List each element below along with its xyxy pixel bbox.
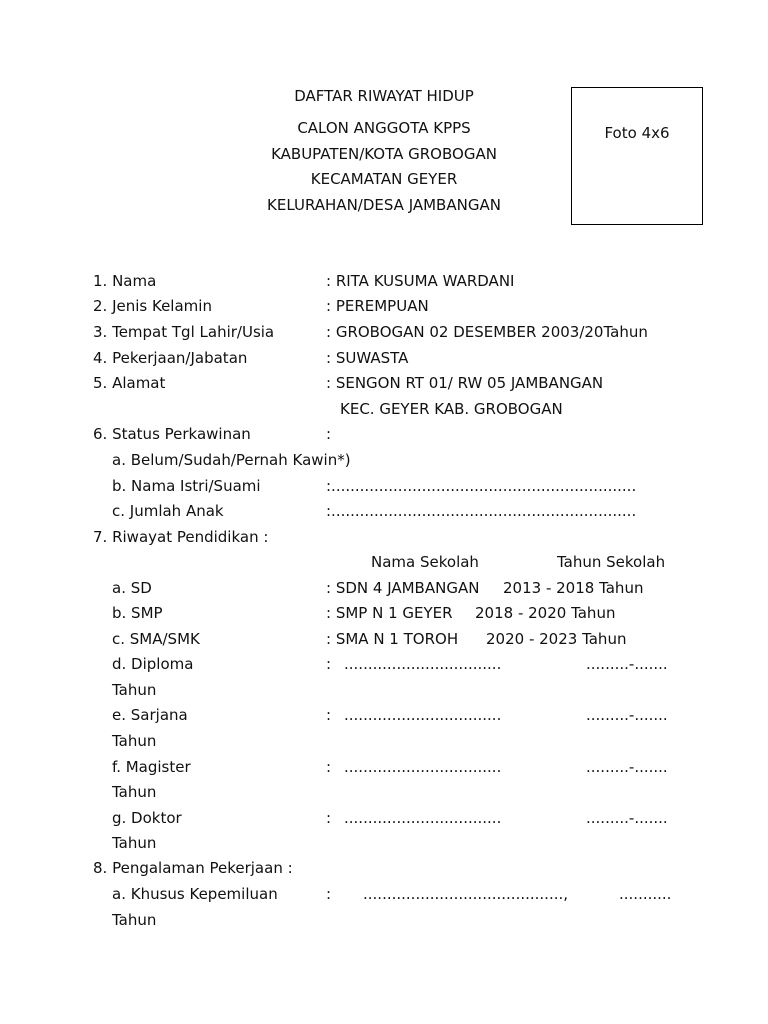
photo-label: Foto 4x6 — [604, 124, 670, 142]
header-line-3: KECAMATAN GEYER — [310, 170, 458, 188]
pendidikan-doktor-school: ................................. — [344, 809, 502, 827]
header-line-2: KABUPATEN/KOTA GROBOGAN — [271, 145, 497, 163]
pendidikan-sarjana-tail: Tahun — [112, 732, 157, 750]
pendidikan-smp-year: 2018 - 2020 Tahun — [475, 604, 616, 622]
pendidikan-sma-label: c. SMA/SMK — [112, 630, 200, 648]
pengalaman-khusus-colon: : — [326, 885, 332, 903]
pengalaman-khusus-tail: Tahun — [112, 911, 157, 929]
pendidikan-doktor-label: g. Doktor — [112, 809, 182, 827]
status-value-c: :................................................................ — [326, 502, 637, 520]
field-label-status: 6. Status Perkawinan — [93, 425, 251, 443]
pendidikan-magister-colon: : — [326, 758, 332, 776]
field-value-alamat-2: KEC. GEYER KAB. GROBOGAN — [340, 400, 563, 418]
field-label-jenis-kelamin: 2. Jenis Kelamin — [93, 297, 212, 315]
pendidikan-magister-year: .........-....... — [586, 758, 668, 776]
pendidikan-sma-year: 2020 - 2023 Tahun — [486, 630, 627, 648]
pendidikan-diploma-year: .........-....... — [586, 655, 668, 673]
field-value-nama: : RITA KUSUMA WARDANI — [326, 272, 515, 290]
pendidikan-doktor-year: .........-....... — [586, 809, 668, 827]
field-colon-status: : — [326, 425, 332, 443]
pendidikan-smp-school: : SMP N 1 GEYER — [326, 604, 453, 622]
pendidikan-diploma-tail: Tahun — [112, 681, 157, 699]
header-line-4: KELURAHAN/DESA JAMBANGAN — [267, 196, 501, 214]
pendidikan-sma-school: : SMA N 1 TOROH — [326, 630, 459, 648]
field-label-ttl: 3. Tempat Tgl Lahir/Usia — [93, 323, 275, 341]
pendidikan-magister-tail: Tahun — [112, 783, 157, 801]
pengalaman-khusus-year: ........... — [619, 885, 672, 903]
pendidikan-sarjana-school: ................................. — [344, 706, 502, 724]
pendidikan-smp-label: b. SMP — [112, 604, 163, 622]
pendidikan-sarjana-label: e. Sarjana — [112, 706, 188, 724]
pendidikan-col-school: Nama Sekolah — [371, 553, 479, 571]
field-label-nama: 1. Nama — [93, 272, 157, 290]
pendidikan-diploma-label: d. Diploma — [112, 655, 194, 673]
field-value-pekerjaan: : SUWASTA — [326, 349, 409, 367]
pendidikan-col-year: Tahun Sekolah — [557, 553, 666, 571]
pendidikan-magister-school: ................................. — [344, 758, 502, 776]
pendidikan-sd-school: : SDN 4 JAMBANGAN — [326, 579, 480, 597]
pendidikan-sd-label: a. SD — [112, 579, 152, 597]
pengalaman-khusus-label: a. Khusus Kepemiluan — [112, 885, 278, 903]
field-value-jenis-kelamin: : PEREMPUAN — [326, 297, 429, 315]
status-label-b: b. Nama Istri/Suami — [112, 477, 261, 495]
pendidikan-diploma-school: ................................. — [344, 655, 502, 673]
pendidikan-magister-label: f. Magister — [112, 758, 191, 776]
pendidikan-diploma-colon: : — [326, 655, 332, 673]
status-label-c: c. Jumlah Anak — [112, 502, 224, 520]
pendidikan-label: 7. Riwayat Pendidikan : — [93, 528, 269, 546]
pendidikan-doktor-tail: Tahun — [112, 834, 157, 852]
header-line-1: CALON ANGGOTA KPPS — [297, 119, 471, 137]
photo-box — [571, 87, 703, 225]
pengalaman-label: 8. Pengalaman Pekerjaan : — [93, 859, 293, 877]
field-label-pekerjaan: 4. Pekerjaan/Jabatan — [93, 349, 248, 367]
pendidikan-sarjana-colon: : — [326, 706, 332, 724]
field-label-alamat: 5. Alamat — [93, 374, 166, 392]
pendidikan-sarjana-year: .........-....... — [586, 706, 668, 724]
field-value-ttl: : GROBOGAN 02 DESEMBER 2003/20Tahun — [326, 323, 648, 341]
status-option-a: a. Belum/Sudah/Pernah Kawin*) — [112, 451, 351, 469]
field-value-alamat: : SENGON RT 01/ RW 05 JAMBANGAN — [326, 374, 604, 392]
pengalaman-khusus-value: .........................................., — [363, 885, 569, 903]
pendidikan-doktor-colon: : — [326, 809, 332, 827]
pendidikan-sd-year: 2013 - 2018 Tahun — [503, 579, 644, 597]
document-title: DAFTAR RIWAYAT HIDUP — [294, 87, 474, 105]
status-value-b: :................................................................ — [326, 477, 637, 495]
